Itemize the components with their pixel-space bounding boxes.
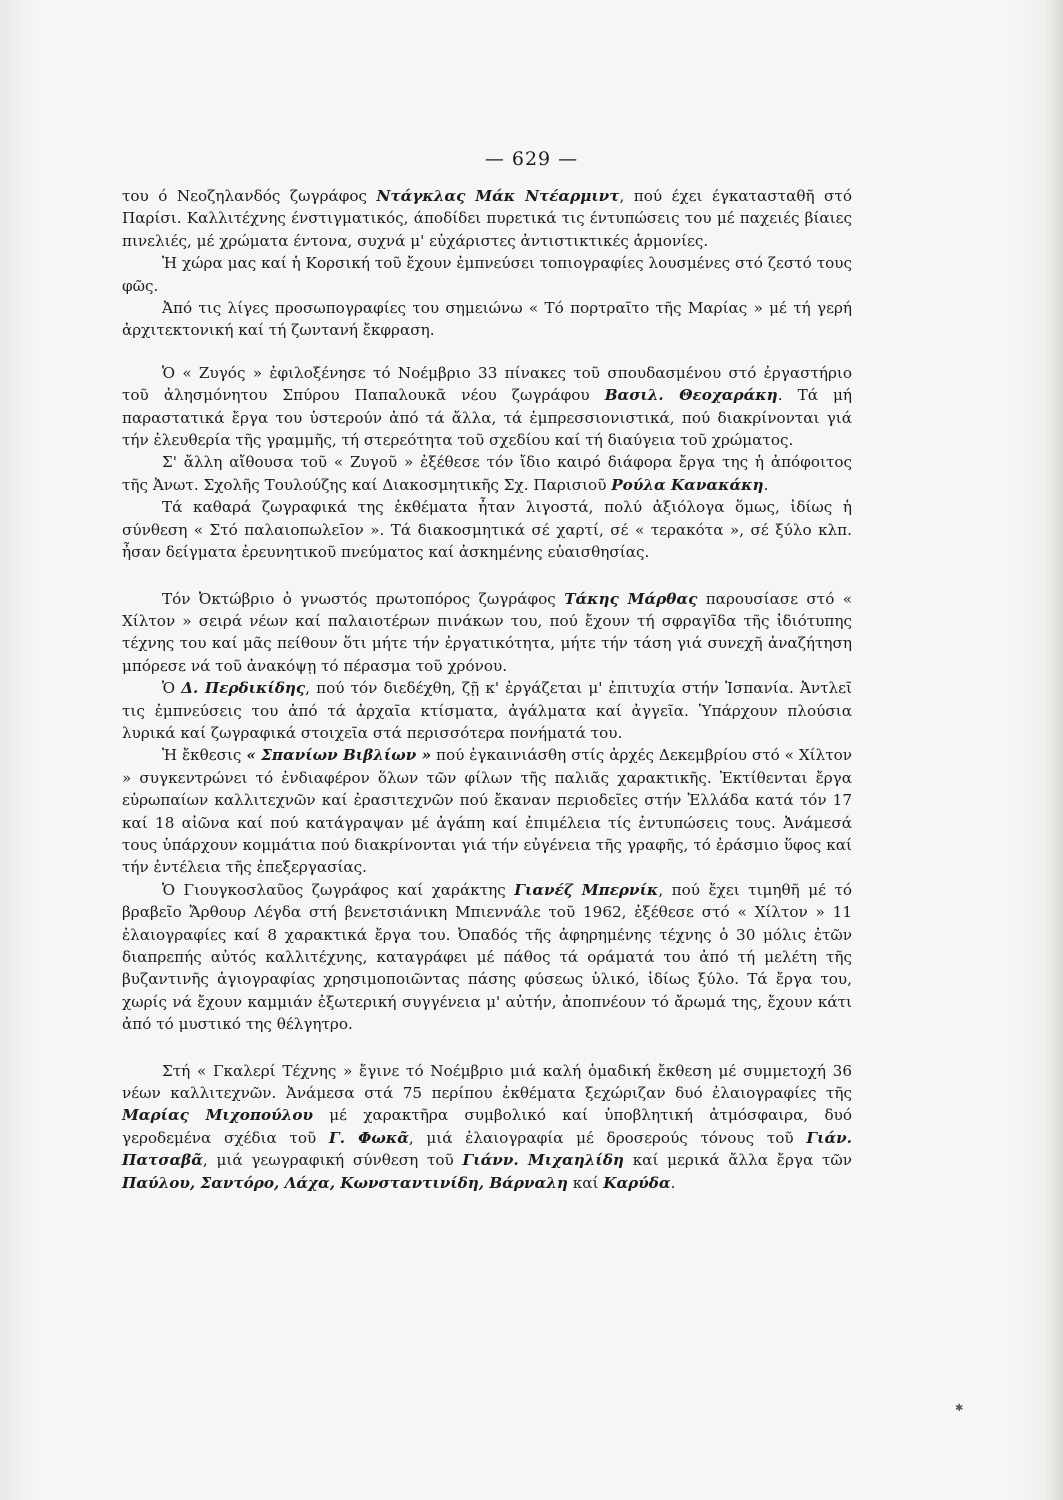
highlighted-name: Καρύδα <box>603 1173 671 1192</box>
paragraph-4 <box>122 362 852 452</box>
text-run: , πού έχει έγκατασταθῆ στό Παρίσι. Καλλιτέχνης ένστιγματικός, άποδίδει πυρετικά τις έντυπώσεις του μέ παχειές βίαιες πινελιές, μέ χρώματα έντονα, συχνά μ' εὐχάριστες ἀντιστικτικές ἁρμονίες. <box>122 187 852 250</box>
text-run: του ό Νεοζηλανδός ζωγράφος <box>122 187 377 205</box>
text-run: παρουσίασε στό « Χίλτον » σειρά νέων καί παλαιοτέρων πινάκων του, πού ἔχουν τή σφραγῖδα τῆς ἰδιότυπης τέχνης του καί μᾶς πείθουν ὅτι μήτε τήν ἐργατικότητα, μήτε τήν τάση γιά συνεχῆ ἀναζήτηση μπόρεσε νά τοῦ ἀνακόψῃ τό πέρασμα τοῦ χρόνου. <box>122 589 852 675</box>
page-edge-shadow <box>1045 0 1063 1500</box>
text-run: Σ' ἄλλη αἴθουσα τοῦ « Ζυγοῦ » ἐξέθεσε τόν ἴδιο καιρό διάφορα ἔργα της ἡ ἀπόφοιτος τῆς Ἀνωτ. Σχολῆς Τουλούζης καί Διακοσμητικῆς Σχ. Παρισιοῦ <box>122 453 852 494</box>
highlighted-name: Γ. Φωκᾶ <box>328 1128 409 1147</box>
page-body-text <box>122 185 852 1194</box>
highlighted-name: Μαρίας Μιχοπούλου <box>122 1106 313 1125</box>
paragraph-7 <box>122 588 852 678</box>
text-run: , μιά γεωγραφική σύνθεση τοῦ <box>202 1151 463 1170</box>
paragraph-10 <box>122 879 852 1036</box>
highlighted-name: Τάκης Μάρθας <box>564 589 698 608</box>
highlighted-name: « Σπανίων Βιβλίων » <box>246 746 432 765</box>
print-speck: ✱ <box>955 1403 964 1414</box>
text-run: . Τά μή παραστατικά ἔργα του ὑστερούν ἀπό τά ἄλλα, τά ἐμπρεσσιονιστικά, πού διακρίνονται γιά τήν ἐλευθερία τῆς γραμμῆς, τή στερεότητα τοῦ σχεδίου καί τή διαύγεια τοῦ χρώματος. <box>122 386 853 450</box>
paragraph-8 <box>122 677 852 744</box>
paragraph-6 <box>122 496 852 563</box>
page-number: — 629 — <box>484 148 579 170</box>
text-run: Ἀπό τις λίγες προσωπογραφίες του σημειώνω « Τό πορτραῖτο τῆς Μαρίας » μέ τή γερή ἀρχιτεκτονική καί τή ζωντανή ἔκφραση. <box>122 299 852 340</box>
text-run: . <box>763 475 769 494</box>
text-run: μέ χαρακτῆρα συμβολικό καί ὑποβλητική ἀτμόσφαιρα, δυό γεροδεμένα σχέδια τοῦ <box>122 1106 852 1147</box>
text-run: Ὁ « Ζυγός » ἐφιλοξένησε τό Νοέμβριο 33 πίνακες τοῦ σπουδασμένου στό ἐργαστήριο τοῦ ἀλησμόνητου Σπύρου Παπαλουκᾶ νέου ζωγράφου <box>122 363 852 405</box>
text-run: , μιά ἐλαιογραφία μέ δροσερούς τόνους τοῦ <box>408 1128 807 1147</box>
paragraph-2 <box>122 252 852 297</box>
highlighted-name: Γιάνν. Μιχαηλίδη <box>462 1151 624 1170</box>
paragraph-9 <box>122 744 852 878</box>
text-run: καί μερικά ἄλλα ἔργα τῶν <box>623 1151 852 1170</box>
paragraph-11 <box>122 1060 852 1194</box>
paragraph-1 <box>122 185 852 252</box>
highlighted-name: Γιανέζ Μπερνίκ <box>514 880 659 899</box>
text-run: Ἡ χώρα μας καί ἡ Κορσική τοῦ ἔχουν ἐμπνεύσει τοπιογραφίες λουσμένες στό ζεστό τους φῶς. <box>122 254 852 295</box>
paragraph-5 <box>122 451 852 496</box>
text-run: . <box>670 1173 676 1192</box>
text-run: πού ἐγκαινιάσθη στίς ἀρχές Δεκεμβρίου στό « Χίλτον » συγκεντρώνει τό ἐνδιαφέρον ὅλων τῶν φίλων τῆς παλιᾶς χαρακτικῆς. Ἐκτίθενται ἔργα εὐρωπαίων καλλιτεχνῶν καί ἐρασιτεχνῶν πού ἔκαναν περιοδεῖες στήν Ἑλλάδα κατά τόν 17 καί 18 αἰῶνα καί πού κατάγραψαν μέ ἀγάπη καί ἐπιμέλεια τίς ἐντυπώσεις τους. Ἀνάμεσά τους ὑπάρχουν κομμάτια πού διακρίνονται γιά τήν εὐγένεια τῆς γραφῆς, τό ἐράσμιο ὕφος καί τήν ἐντέλεια τῆς ἐπεξεργασίας. <box>122 746 853 877</box>
text-run: Τά καθαρά ζωγραφικά της ἐκθέματα ἦταν λιγοστά, πολύ ἀξιόλογα ὅμως, ἰδίως ἡ σύνθεση « Στό παλαιοπωλεῖον ». Τά διακοσμητικά σέ χαρτί, σέ « τερακότα », σέ ξύλο κλπ. ἦσαν δείγματα ἐρευνητικοῦ πνεύματος καί ἀσκημένης εὐαισθησίας. <box>122 498 852 562</box>
highlighted-name: Γιάν. Πατσαβᾶ <box>122 1128 852 1170</box>
text-run: Ὁ Γιουγκοσλαῦος ζωγράφος καί χαράκτης <box>162 880 515 899</box>
text-run: Τόν Ὀκτώβριο ὁ γνωστός πρωτοπόρος ζωγράφος <box>162 589 565 608</box>
highlighted-name: Βασιλ. Θεοχαράκη <box>604 386 778 405</box>
highlighted-name: Παύλου, Σαντόρο, Λάχα, Κωνσταντινίδη, Βάρναλη <box>122 1173 568 1192</box>
text-run: καί <box>567 1173 604 1192</box>
highlighted-name: Ρούλα Κανακάκη <box>611 475 764 494</box>
text-run: Ἡ ἔκθεσις <box>162 746 247 765</box>
text-run: , πού ἔχει τιμηθῆ μέ τό βραβεῖο Ἄρθουρ Λέγδα στή βενετσιάνικη Μπιεννάλε τοῦ 1962, ἐξέθεσε στό « Χίλτον » 11 ἐλαιογραφίες καί 8 χαρακτικά ἔργα του. Ὀπαδός τῆς ἀφηρημένης τέχνης ὁ 30 μόλις ἐτῶν διαπρεπής αὐτός καλλιτέχνης, καταγράφει μέ πάθος τά οράματά του ἀπό τή μελέτη τῆς βυζαντινῆς ἁγιογραφίας χρησιμοποιῶντας πάσης φύσεως ὑλικό, ἰδίως ξύλο. Τά ἔργα του, χωρίς νά ἔχουν καμμιάν ἐξωτερική συγγένεια μ' αὐτήν, ἀποπνέουν τό ἄρωμά της, ἔχουν κάτι ἀπό τό μυστικό της θέλγητρο. <box>122 880 852 1034</box>
highlighted-name: Ντάγκλας Μάκ Ντέαρμιντ <box>376 187 620 205</box>
text-run: Ὁ <box>162 679 182 698</box>
text-run: Στή « Γκαλερί Τέχνης » ἔγινε τό Νοέμβριο μιά καλή ὁμαδική ἔκθεση μέ συμμετοχή 36 νέων καλλιτεχνῶν. Ἀνάμεσα στά 75 περίπου ἐκθέματα ξεχώριζαν δυό ἐλαιογραφίες τῆς <box>122 1061 852 1103</box>
highlighted-name: Δ. Περδικίδης <box>181 679 306 698</box>
text-run: , πού τόν διεδέχθη, ζῇ κ' ἐργάζεται μ' ἐπιτυχία στήν Ἰσπανία. Ἀντλεῖ τις ἐμπνεύσεις του ἀπό τά ἀρχαῖα κτίσματα, ἀγάλματα καί ἀγγεῖα. Ὑπάρχουν πλούσια λυρικά καί ζωγραφικά στοιχεῖα στά περισσότερα πονήματά του. <box>122 679 852 742</box>
paragraph-3 <box>122 297 852 342</box>
